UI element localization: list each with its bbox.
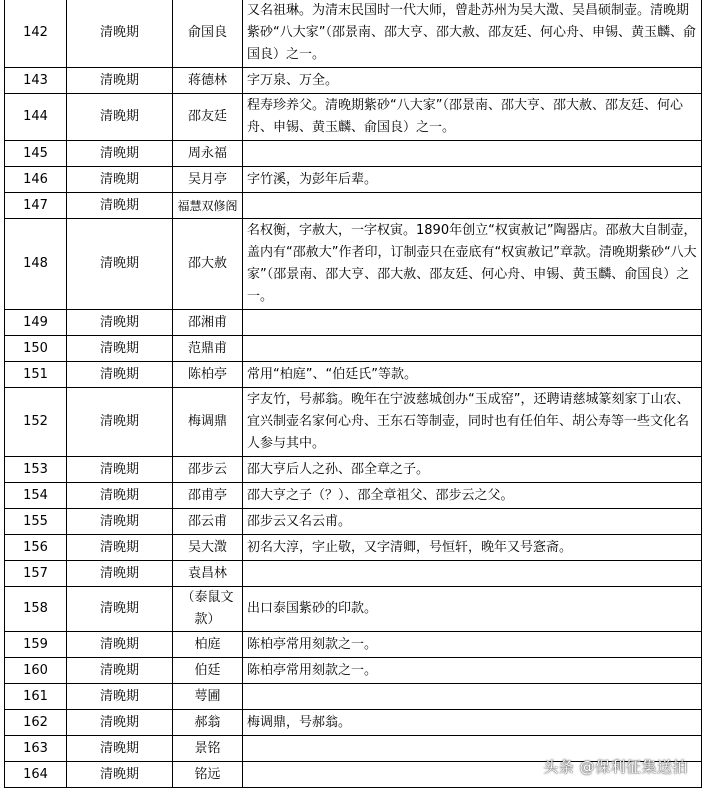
row-number: 156 [5, 535, 67, 561]
row-era: 清晚期 [67, 535, 173, 561]
row-description: 字友竹，号郝翁。晚年在宁波慈城创办“玉成窑”，还聘请慈城篆刻家丁山农、宜兴制壶名家何心舟、王东石等制壶，同时也有任伯年、胡公寿等一些文化名人参与其中。 [243, 388, 702, 457]
row-era: 清晚期 [67, 167, 173, 193]
row-era: 清晚期 [67, 632, 173, 658]
table-row [5, 710, 702, 736]
row-number: 151 [5, 362, 67, 388]
row-artisan-name: 萼圃 [173, 684, 243, 710]
table-row [5, 658, 702, 684]
row-artisan-name: 邵云甫 [173, 509, 243, 535]
row-era: 清晚期 [67, 193, 173, 219]
row-description [243, 310, 702, 336]
row-era: 清晚期 [67, 141, 173, 167]
table-row [5, 68, 702, 94]
row-era: 清晚期 [67, 658, 173, 684]
row-description: 程寿珍养父。清晚期紫砂“八大家”（邵景南、邵大亨、邵大赦、邵友廷、何心舟、申锡、黄玉麟、俞国良）之一。 [243, 94, 702, 141]
row-era: 清晚期 [67, 310, 173, 336]
row-artisan-name: 袁昌林 [173, 561, 243, 587]
row-description: 邵大亨后人之孙、邵全章之子。 [243, 457, 702, 483]
row-artisan-name: 景铭 [173, 736, 243, 762]
row-description [243, 336, 702, 362]
row-number: 148 [5, 219, 67, 310]
table-row [5, 141, 702, 167]
table-row [5, 193, 702, 219]
row-era: 清晚期 [67, 684, 173, 710]
table-row [5, 684, 702, 710]
row-era: 清晚期 [67, 710, 173, 736]
row-artisan-name: 范鼎甫 [173, 336, 243, 362]
row-artisan-name: 吴月亭 [173, 167, 243, 193]
row-artisan-name: 梅调鼎 [173, 388, 243, 457]
row-number: 161 [5, 684, 67, 710]
row-number: 146 [5, 167, 67, 193]
row-artisan-name: 铭远 [173, 762, 243, 788]
table-row [5, 632, 702, 658]
watermark: 头条 @保利征集送拍 [543, 758, 688, 776]
row-description: 出口泰国紫砂的印款。 [243, 587, 702, 632]
row-artisan-name: 郝翁 [173, 710, 243, 736]
row-description: 陈柏亭常用刻款之一。 [243, 632, 702, 658]
row-era: 清晚期 [67, 68, 173, 94]
row-artisan-name: 邵甫亭 [173, 483, 243, 509]
row-number: 150 [5, 336, 67, 362]
table-row [5, 167, 702, 193]
row-era: 清晚期 [67, 483, 173, 509]
row-era: 清晚期 [67, 0, 173, 68]
row-artisan-name: （泰鼠文款） [173, 587, 243, 632]
row-description [243, 561, 702, 587]
row-artisan-name: 周永福 [173, 141, 243, 167]
row-number: 154 [5, 483, 67, 509]
row-artisan-name: 柏庭 [173, 632, 243, 658]
row-era: 清晚期 [67, 388, 173, 457]
table-row [5, 310, 702, 336]
row-number: 152 [5, 388, 67, 457]
table-row [5, 94, 702, 141]
row-artisan-name: 伯廷 [173, 658, 243, 684]
row-number: 143 [5, 68, 67, 94]
row-description [243, 141, 702, 167]
row-description: 字万泉、万全。 [243, 68, 702, 94]
row-description: 梅调鼎，号郝翁。 [243, 710, 702, 736]
row-number: 149 [5, 310, 67, 336]
row-description: 字竹溪，为彭年后辈。 [243, 167, 702, 193]
table-row [5, 561, 702, 587]
table-row [5, 535, 702, 561]
row-era: 清晚期 [67, 94, 173, 141]
table-row [5, 0, 702, 68]
row-description: 又名祖琳。为清末民国时一代大师，曾赴苏州为吴大澂、吴昌硕制壶。清晚期紫砂“八大家”（邵景南、邵大亨、邵大赦、邵友廷、何心舟、申锡、黄玉麟、俞国良）之一。 [243, 0, 702, 68]
row-number: 155 [5, 509, 67, 535]
row-description: 邵大亨之子（？）、邵全章祖父、邵步云之父。 [243, 483, 702, 509]
row-description: 名权衡，字赦大，一字权寅。1890年创立“权寅赦记”陶器店。邵赦大自制壶，盖内有“邵赦大”作者印，订制壶只在壶底有“权寅赦记”章款。清晚期紫砂“八大家”（邵景南、邵大亨、邵大赦、邵友廷、何心舟、申锡、黄玉麟、俞国良）之一。 [243, 219, 702, 310]
table-row [5, 483, 702, 509]
row-description [243, 684, 702, 710]
row-artisan-name: 吴大澂 [173, 535, 243, 561]
row-artisan-name: 陈柏亭 [173, 362, 243, 388]
row-era: 清晚期 [67, 561, 173, 587]
row-era: 清晚期 [67, 457, 173, 483]
row-artisan-name: 福慧双修阁 [173, 193, 243, 219]
row-artisan-name: 邵友廷 [173, 94, 243, 141]
table-row [5, 362, 702, 388]
row-era: 清晚期 [67, 587, 173, 632]
row-number: 160 [5, 658, 67, 684]
row-era: 清晚期 [67, 219, 173, 310]
row-era: 清晚期 [67, 762, 173, 788]
table-row [5, 388, 702, 457]
row-artisan-name: 俞国良 [173, 0, 243, 68]
row-era: 清晚期 [67, 336, 173, 362]
row-description: 初名大淳，字止敬，又字清卿，号恒轩，晚年又号愙斋。 [243, 535, 702, 561]
row-number: 164 [5, 762, 67, 788]
row-number: 158 [5, 587, 67, 632]
artisan-table [4, 0, 702, 788]
row-description [243, 193, 702, 219]
row-era: 清晚期 [67, 736, 173, 762]
row-description: 邵步云又名云甫。 [243, 509, 702, 535]
row-description: 陈柏亭常用刻款之一。 [243, 658, 702, 684]
row-number: 153 [5, 457, 67, 483]
row-number: 142 [5, 0, 67, 68]
row-number: 157 [5, 561, 67, 587]
row-era: 清晚期 [67, 509, 173, 535]
table-row [5, 509, 702, 535]
table-row [5, 587, 702, 632]
row-artisan-name: 邵湘甫 [173, 310, 243, 336]
table-row [5, 219, 702, 310]
table-row [5, 457, 702, 483]
row-description: 常用“柏庭”、“伯廷氏”等款。 [243, 362, 702, 388]
row-artisan-name: 邵大赦 [173, 219, 243, 310]
row-number: 145 [5, 141, 67, 167]
row-number: 144 [5, 94, 67, 141]
row-number: 163 [5, 736, 67, 762]
row-number: 159 [5, 632, 67, 658]
row-artisan-name: 蒋德林 [173, 68, 243, 94]
row-artisan-name: 邵步云 [173, 457, 243, 483]
row-number: 162 [5, 710, 67, 736]
row-era: 清晚期 [67, 362, 173, 388]
table-row [5, 336, 702, 362]
row-number: 147 [5, 193, 67, 219]
